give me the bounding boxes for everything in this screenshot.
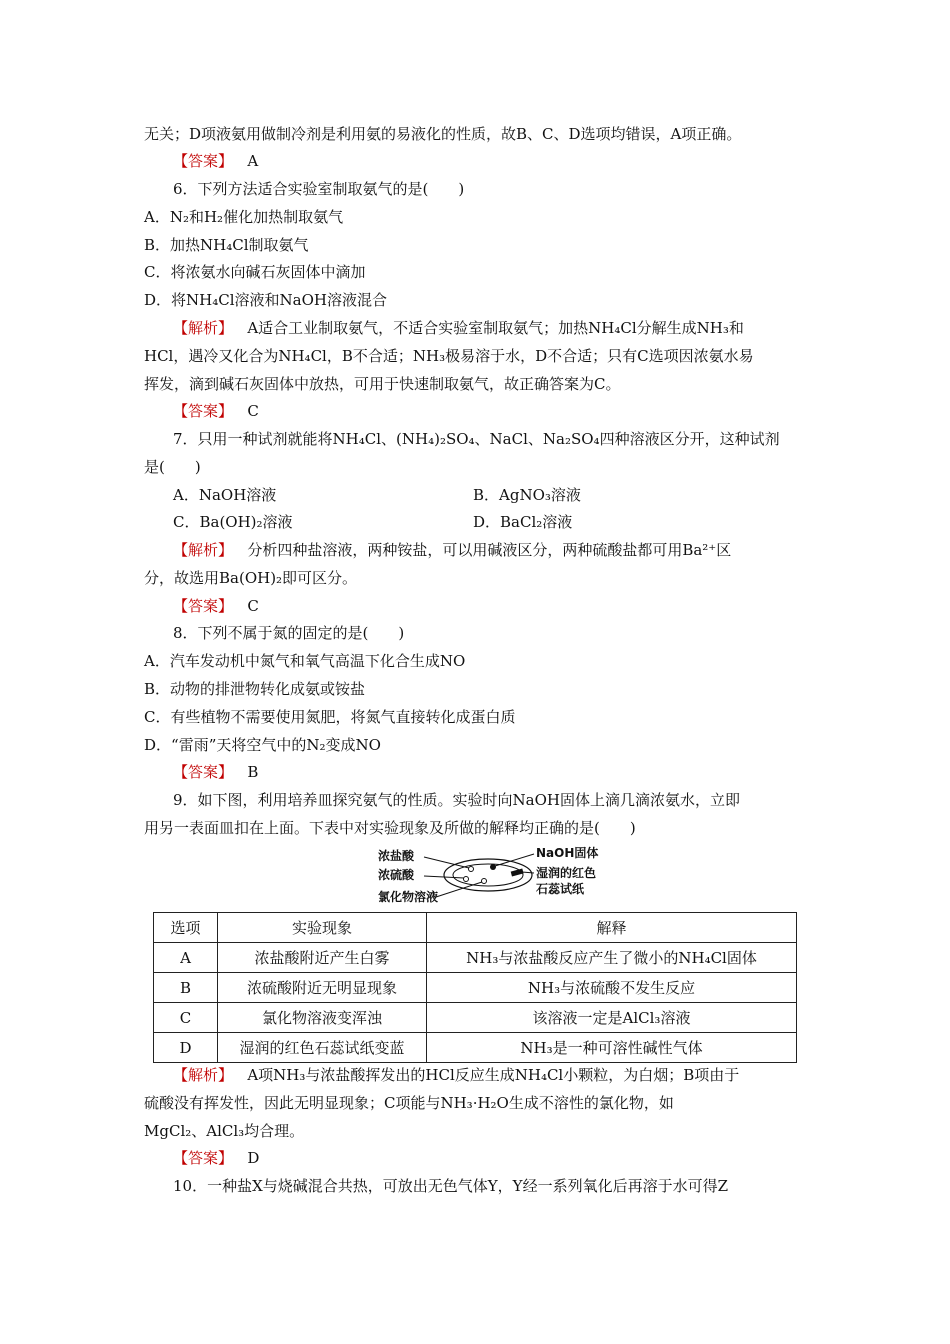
analysis-line: [173, 318, 744, 338]
option-6b: B．加热NH₄Cl制取氨气: [144, 236, 309, 254]
answer-value: D: [247, 1149, 260, 1167]
table-header: 选项: [154, 913, 218, 943]
option-8b: B．动物的排泄物转化成氨或铵盐: [144, 680, 366, 698]
table-row: [154, 943, 797, 973]
answer-label: 【答案】: [173, 597, 234, 615]
table-cell: NH₃与浓硫酸不发生反应: [427, 973, 797, 1003]
analysis-text: A适合工业制取氨气，不适合实验室制取氨气；加热NH₄Cl分解生成NH₃和: [247, 319, 744, 337]
answer-label: 【答案】: [173, 1149, 234, 1167]
analysis-text: 分，故选用Ba(OH)₂即可区分。: [144, 569, 358, 587]
answer-label: 【答案】: [173, 152, 234, 170]
analysis-label: 【解析】: [173, 1066, 234, 1084]
option-6a: A．N₂和H₂催化加热制取氨气: [144, 208, 344, 226]
option-7d: D．BaCl₂溶液: [473, 513, 573, 531]
question-7: 7．只用一种试剂就能将NH₄Cl、(NH₄)₂SO₄、NaCl、Na₂SO₄四种溶液区分开，这种试剂: [173, 430, 780, 448]
table-row: [154, 1033, 797, 1063]
table-cell: D: [154, 1033, 218, 1063]
table-row: [154, 973, 797, 1003]
analysis-label: 【解析】: [173, 319, 234, 337]
experiment-table: [153, 912, 797, 1063]
answer-value: C: [247, 597, 259, 615]
table-row: [154, 1003, 797, 1033]
table-cell: 浓盐酸附近产生白雾: [218, 943, 427, 973]
analysis-text: A项NH₃与浓盐酸挥发出的HCl反应生成NH₄Cl小颗粒，为白烟；B项由于: [247, 1066, 740, 1084]
drop-marker: [482, 879, 487, 884]
option-8a: A．汽车发动机中氮气和氧气高温下化合生成NO: [144, 652, 466, 670]
figure-label: 浓硫酸: [378, 868, 415, 882]
text-line: 无关；D项液氨用做制冷剂是利用氨的易液化的性质，故B、C、D选项均错误，A项正确。: [144, 125, 742, 143]
analysis-text: 挥发，滴到碱石灰固体中放热，可用于快速制取氨气，故正确答案为C。: [144, 375, 621, 393]
question-8: 8．下列不属于氮的固定的是( ): [173, 624, 405, 642]
answer-value: B: [247, 763, 259, 781]
figure-label: 石蕊试纸: [536, 882, 585, 896]
paper-marker: [511, 869, 524, 877]
analysis-text: HCl，遇冷又化合为NH₄Cl，B不合适；NH₃极易溶于水，D不合适；只有C选项因浓氨水易: [144, 347, 754, 365]
table-header: 解释: [427, 913, 797, 943]
option-6c: C．将浓氨水向碱石灰固体中滴加: [144, 263, 366, 281]
table-cell: A: [154, 943, 218, 973]
question-6: 6．下列方法适合实验室制取氨气的是( ): [173, 180, 465, 198]
question-9-cont: 用另一表面皿扣在上面。下表中对实验现象及所做的解释均正确的是( ): [144, 819, 636, 837]
option-6d: D．将NH₄Cl溶液和NaOH溶液混合: [144, 291, 387, 309]
table-cell: NH₃与浓盐酸反应产生了微小的NH₄Cl固体: [427, 943, 797, 973]
option-8d: D．“雷雨”天将空气中的N₂变成NO: [144, 736, 381, 754]
table-cell: 氯化物溶液变浑浊: [218, 1003, 427, 1033]
table-cell: B: [154, 973, 218, 1003]
table-cell: C: [154, 1003, 218, 1033]
table-cell: 该溶液一定是AlCl₃溶液: [427, 1003, 797, 1033]
answer-value: A: [247, 152, 259, 170]
analysis-line: [173, 540, 731, 560]
drop-marker: [469, 867, 474, 872]
analysis-text: 分析四种盐溶液，两种铵盐，可以用碱液区分，两种硫酸盐都可用Ba²⁺区: [247, 541, 732, 559]
option-7c: C．Ba(OH)₂溶液: [173, 513, 293, 531]
table-header-row: [154, 913, 797, 943]
question-9: 9．如下图，利用培养皿探究氨气的性质。实验时向NaOH固体上滴几滴浓氨水，立即: [173, 791, 740, 809]
question-10: 10．一种盐X与烧碱混合共热，可放出无色气体Y，Y经一系列氧化后再溶于水可得Z: [173, 1177, 728, 1195]
petri-dish-figure: [376, 846, 616, 908]
figure-label: NaOH固体: [536, 846, 599, 860]
table-cell: 浓硫酸附近无明显现象: [218, 973, 427, 1003]
answer-label: 【答案】: [173, 402, 234, 420]
drop-marker: [464, 877, 469, 882]
figure-label: 浓盐酸: [378, 849, 415, 863]
analysis-line: [173, 1065, 739, 1085]
answer-value: C: [247, 402, 259, 420]
analysis-text: 硫酸没有挥发性，因此无明显现象；C项能与NH₃·H₂O生成不溶性的氯化物，如: [144, 1094, 674, 1112]
analysis-text: MgCl₂、AlCl₃均合理。: [144, 1122, 305, 1140]
option-7a: A．NaOH溶液: [173, 486, 277, 504]
table-header: 实验现象: [218, 913, 427, 943]
question-7-cont: 是( ): [144, 458, 201, 476]
analysis-label: 【解析】: [173, 541, 234, 559]
table-cell: NH₃是一种可溶性碱性气体: [427, 1033, 797, 1063]
answer-line: [173, 1148, 259, 1168]
answer-line: [173, 401, 259, 421]
answer-line: [173, 596, 259, 616]
figure-label: 氯化物溶液: [378, 890, 439, 904]
solid-marker: [490, 864, 496, 870]
figure-label: 湿润的红色: [536, 866, 597, 880]
answer-label: 【答案】: [173, 763, 234, 781]
option-7b: B．AgNO₃溶液: [473, 486, 581, 504]
answer-line: [173, 151, 258, 171]
leader-line: [436, 882, 482, 897]
answer-line: [173, 762, 258, 782]
option-8c: C．有些植物不需要使用氮肥，将氮气直接转化成蛋白质: [144, 708, 516, 726]
leader-line: [522, 872, 534, 873]
table-cell: 湿润的红色石蕊试纸变蓝: [218, 1033, 427, 1063]
